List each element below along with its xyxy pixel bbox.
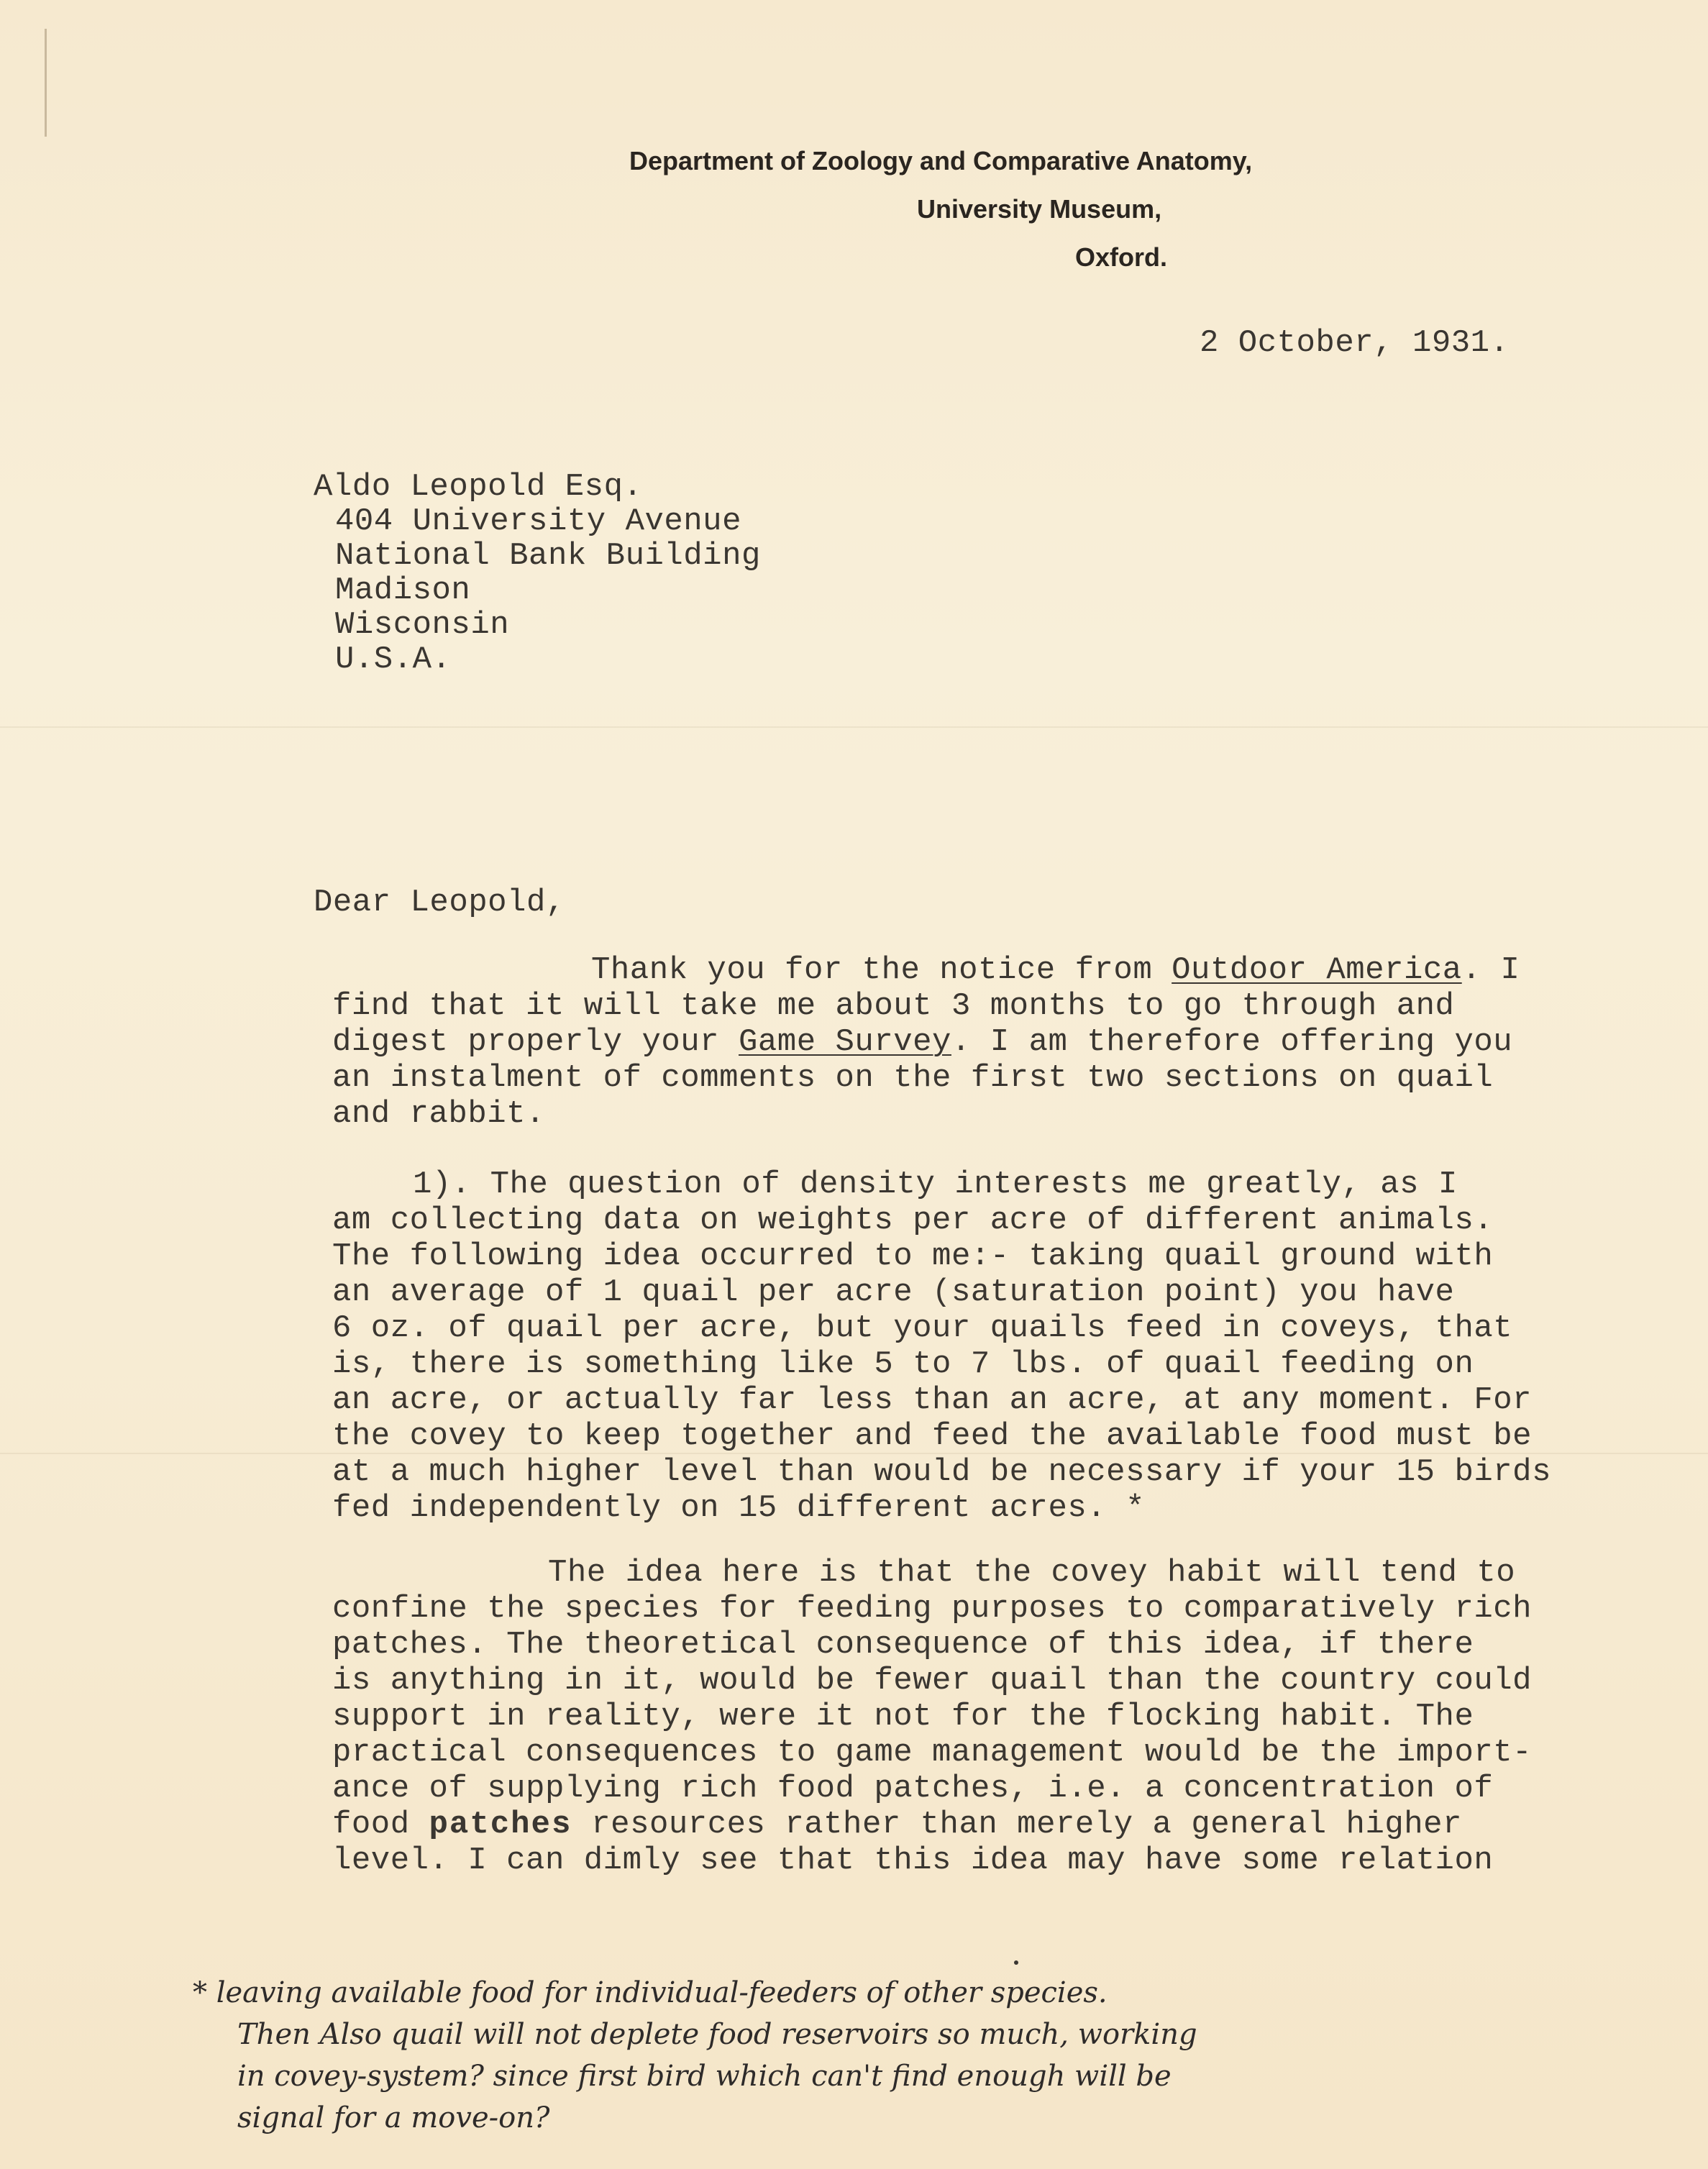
salutation: Dear Leopold, xyxy=(314,885,565,921)
paragraph-line: an instalment of comments on the first two sections on quail xyxy=(332,1060,1494,1096)
paragraph-line xyxy=(591,952,1520,988)
paragraph-line: patches. The theoretical consequence of this idea, if there xyxy=(332,1627,1474,1663)
letterhead-city: Oxford. xyxy=(1075,242,1168,272)
paragraph-line: level. I can dimly see that this idea may have some relation xyxy=(332,1842,1494,1878)
text-run: . I xyxy=(1461,952,1520,988)
margin-mark xyxy=(45,29,47,137)
paper-fold xyxy=(0,726,1708,728)
text-run: resources rather than merely a general higher xyxy=(572,1807,1462,1842)
paragraph-line: is, there is something like 5 to 7 lbs. of quail feeding on xyxy=(332,1346,1474,1382)
letterhead-department: Department of Zoology and Comparative Anatomy, xyxy=(629,146,1253,175)
paragraph-line: ance of supplying rich food patches, i.e. a concentration of xyxy=(332,1771,1494,1807)
address-line: Aldo Leopold Esq. xyxy=(314,469,643,505)
paragraph-line: practical consequences to game management would be the import- xyxy=(332,1735,1533,1771)
paragraph-line: 6 oz. of quail per acre, but your quails feed in coveys, that xyxy=(332,1310,1513,1346)
text-run: Thank you for the notice from xyxy=(591,952,1172,988)
paragraph-line: The following idea occurred to me:- taking quail ground with xyxy=(332,1238,1494,1274)
address-line: Madison xyxy=(335,572,471,608)
paragraph-line: and rabbit. xyxy=(332,1096,545,1132)
paragraph-line: at a much higher level than would be necessary if your 15 birds xyxy=(332,1454,1551,1490)
address-line: 404 University Avenue xyxy=(335,503,741,539)
paragraph-line: is anything in it, would be fewer quail than the country could xyxy=(332,1663,1533,1699)
handwritten-line: * leaving available food for individual-feeders of other species. xyxy=(193,1976,1108,2009)
text-run: digest properly your xyxy=(332,1024,739,1060)
text-run: food xyxy=(332,1807,429,1842)
letterhead-museum: University Museum, xyxy=(917,194,1162,224)
paragraph-line: the covey to keep together and feed the available food must be xyxy=(332,1418,1533,1454)
underlined-title: Game Survey xyxy=(739,1024,951,1060)
paragraph-line: am collecting data on weights per acre of different animals. xyxy=(332,1202,1494,1238)
paragraph-line: find that it will take me about 3 months to go through and xyxy=(332,988,1455,1024)
address-line: U.S.A. xyxy=(335,641,452,677)
text-run: . I am therefore offering you xyxy=(951,1024,1513,1060)
paragraph-line: an average of 1 quail per acre (saturation point) you have xyxy=(332,1274,1455,1310)
paragraph-line: confine the species for feeding purposes to comparatively rich xyxy=(332,1591,1533,1627)
address-line: Wisconsin xyxy=(335,607,510,643)
handwritten-line: in covey-system? since first bird which can't find enough will be xyxy=(237,2060,1172,2093)
handwritten-line: signal for a move-on? xyxy=(237,2101,550,2134)
paragraph-line xyxy=(332,1024,1512,1060)
paragraph-line xyxy=(332,1807,1462,1842)
paragraph-line: support in reality, were it not for the flocking habit. The xyxy=(332,1699,1474,1735)
paragraph-line: 1). The question of density interests me greatly, as I xyxy=(413,1166,1458,1202)
handwritten-line: Then Also quail will not deplete food reservoirs so much, working xyxy=(237,2018,1197,2051)
letter-date: 2 October, 1931. xyxy=(1200,325,1510,361)
ink-dot xyxy=(1014,1960,1018,1965)
overtyped-word: patches xyxy=(429,1807,572,1842)
paragraph-line: fed independently on 15 different acres. * xyxy=(332,1490,1145,1526)
paragraph-line: The idea here is that the covey habit will tend to xyxy=(548,1555,1516,1591)
paragraph-line: an acre, or actually far less than an acre, at any moment. For xyxy=(332,1382,1533,1418)
underlined-title: Outdoor America xyxy=(1172,952,1462,988)
address-line: National Bank Building xyxy=(335,538,761,574)
